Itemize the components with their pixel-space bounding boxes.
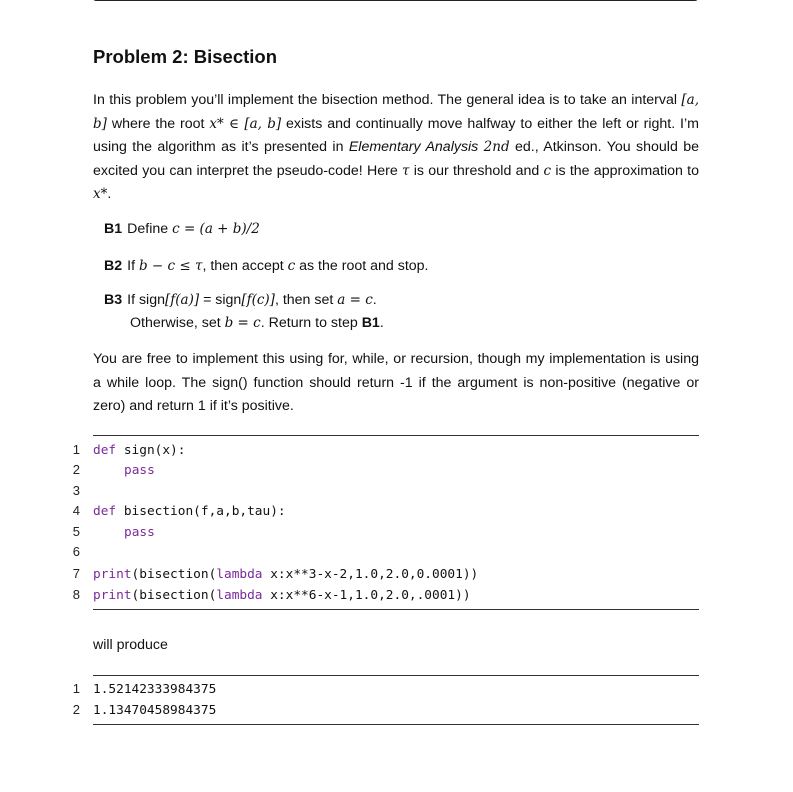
step-b3-text-1: If sign <box>127 292 165 308</box>
intro-text-4: ed., Atkinson. You should be excited you can interpret the pseudo-code! Here <box>93 139 700 179</box>
step-b3-math-4: b = c <box>224 315 261 331</box>
output-bottom-rule <box>93 724 699 725</box>
math-tau: τ <box>401 162 410 179</box>
builtin-print: print <box>93 588 132 603</box>
math-interval: [a, b] <box>93 92 699 132</box>
math-x: x* <box>93 186 108 203</box>
code-text: x:x**6-x-1,1.0,2.0,.0001)) <box>262 588 471 603</box>
step-b2-text-3: as the root and stop. <box>295 258 429 274</box>
code-top-rule <box>93 435 699 436</box>
line-number: 3 <box>72 483 80 498</box>
step-b3 <box>104 290 377 310</box>
intro-paragraph <box>93 89 699 207</box>
step-b2 <box>104 256 428 276</box>
intro-text-7: . <box>107 186 112 203</box>
line-number: 2 <box>72 702 80 717</box>
keyword-pass: pass <box>124 463 155 478</box>
step-b3-math-1: [f(a)] <box>165 292 200 308</box>
step-b3-label: B3 <box>104 292 123 308</box>
code-line <box>68 585 471 605</box>
step-b2-label: B2 <box>104 258 123 274</box>
code-line <box>68 440 185 460</box>
step-b3-text-4: . <box>372 292 377 308</box>
will-produce-label: will produce <box>93 637 168 653</box>
step-b1 <box>104 219 260 239</box>
step-b1-math: c = (a + b)/2 <box>172 221 260 237</box>
step-b3-text-3: , then set <box>274 292 338 308</box>
implementation-paragraph: You are free to implement this using for, while, or recursion, though my implementation is using a while loop. The sign() function should return -1 if the argument is non-positive (negative or zero) and return 1 if it’s positive. <box>93 351 699 415</box>
step-b2-c: c <box>287 258 296 274</box>
step-b2-text-2: , then accept <box>202 258 288 274</box>
line-number: 6 <box>72 544 80 559</box>
output-value: 1.13470458984375 <box>93 703 217 718</box>
output-top-rule <box>93 675 699 676</box>
step-b3-text-2: = sign <box>199 292 242 308</box>
step-b1-text: Define <box>127 221 173 237</box>
top-rule <box>93 0 698 1</box>
step-b1-label: B1 <box>104 221 123 237</box>
step-b3-ref: B1 <box>361 315 380 331</box>
book-title: Elementary Analysis <box>348 139 479 156</box>
code-line <box>68 522 155 542</box>
keyword-pass: pass <box>124 525 155 540</box>
step-b3-cont-1: Otherwise, set <box>130 315 225 331</box>
math-root: x* ∈ [a, b] <box>209 115 282 132</box>
line-number: 2 <box>72 462 80 477</box>
step-b3-math-3: a = c <box>337 292 373 308</box>
intro-text-1: In this problem you’ll implement the bisection method. The general idea is to take an interval <box>93 92 682 108</box>
keyword-lambda: lambda <box>216 588 263 603</box>
keyword-def: def <box>93 504 117 519</box>
line-number: 5 <box>72 524 80 539</box>
line-number: 7 <box>72 566 80 581</box>
intro-text-6: is the approximation to <box>551 162 700 179</box>
keyword-lambda: lambda <box>216 567 263 582</box>
code-text: (bisection( <box>131 567 217 582</box>
code-text: (bisection( <box>131 588 217 603</box>
code-text: sign(x): <box>116 443 186 458</box>
output-value: 1.52142333984375 <box>93 682 217 697</box>
line-number: 1 <box>72 681 80 696</box>
step-b2-math: b − c ≤ τ <box>138 258 203 274</box>
code-line <box>68 542 93 562</box>
code-line <box>68 501 286 521</box>
step-b3-cont-2: . Return to step <box>260 315 362 331</box>
code-line <box>68 481 93 501</box>
line-number: 4 <box>72 503 80 518</box>
code-line <box>68 460 155 480</box>
builtin-print: print <box>93 567 132 582</box>
step-b3-cont-3: . <box>379 315 384 331</box>
math-c: c <box>543 162 552 179</box>
intro-text-2: where the root <box>106 115 210 132</box>
intro-text-5: is our threshold and <box>409 162 544 179</box>
intro-text-3: exists and continually move halfway to either the left or right. I’m using the algorithm as it’s presented in <box>93 115 699 156</box>
code-line <box>68 564 478 584</box>
output-line <box>68 679 216 699</box>
line-number: 1 <box>72 442 80 457</box>
problem-title: Problem 2: Bisection <box>93 46 278 67</box>
step-b2-text-1: If <box>127 258 139 274</box>
line-number: 8 <box>72 587 80 602</box>
code-text: bisection(f,a,b,tau): <box>116 504 286 519</box>
output-line <box>68 700 216 720</box>
code-bottom-rule <box>93 609 699 610</box>
step-b3-continuation <box>130 313 384 333</box>
step-b3-math-2: [f(c)] <box>241 292 275 308</box>
code-text: x:x**3-x-2,1.0,2.0,0.0001)) <box>262 567 479 582</box>
math-edition: 2nd <box>483 139 510 156</box>
keyword-def: def <box>93 443 117 458</box>
